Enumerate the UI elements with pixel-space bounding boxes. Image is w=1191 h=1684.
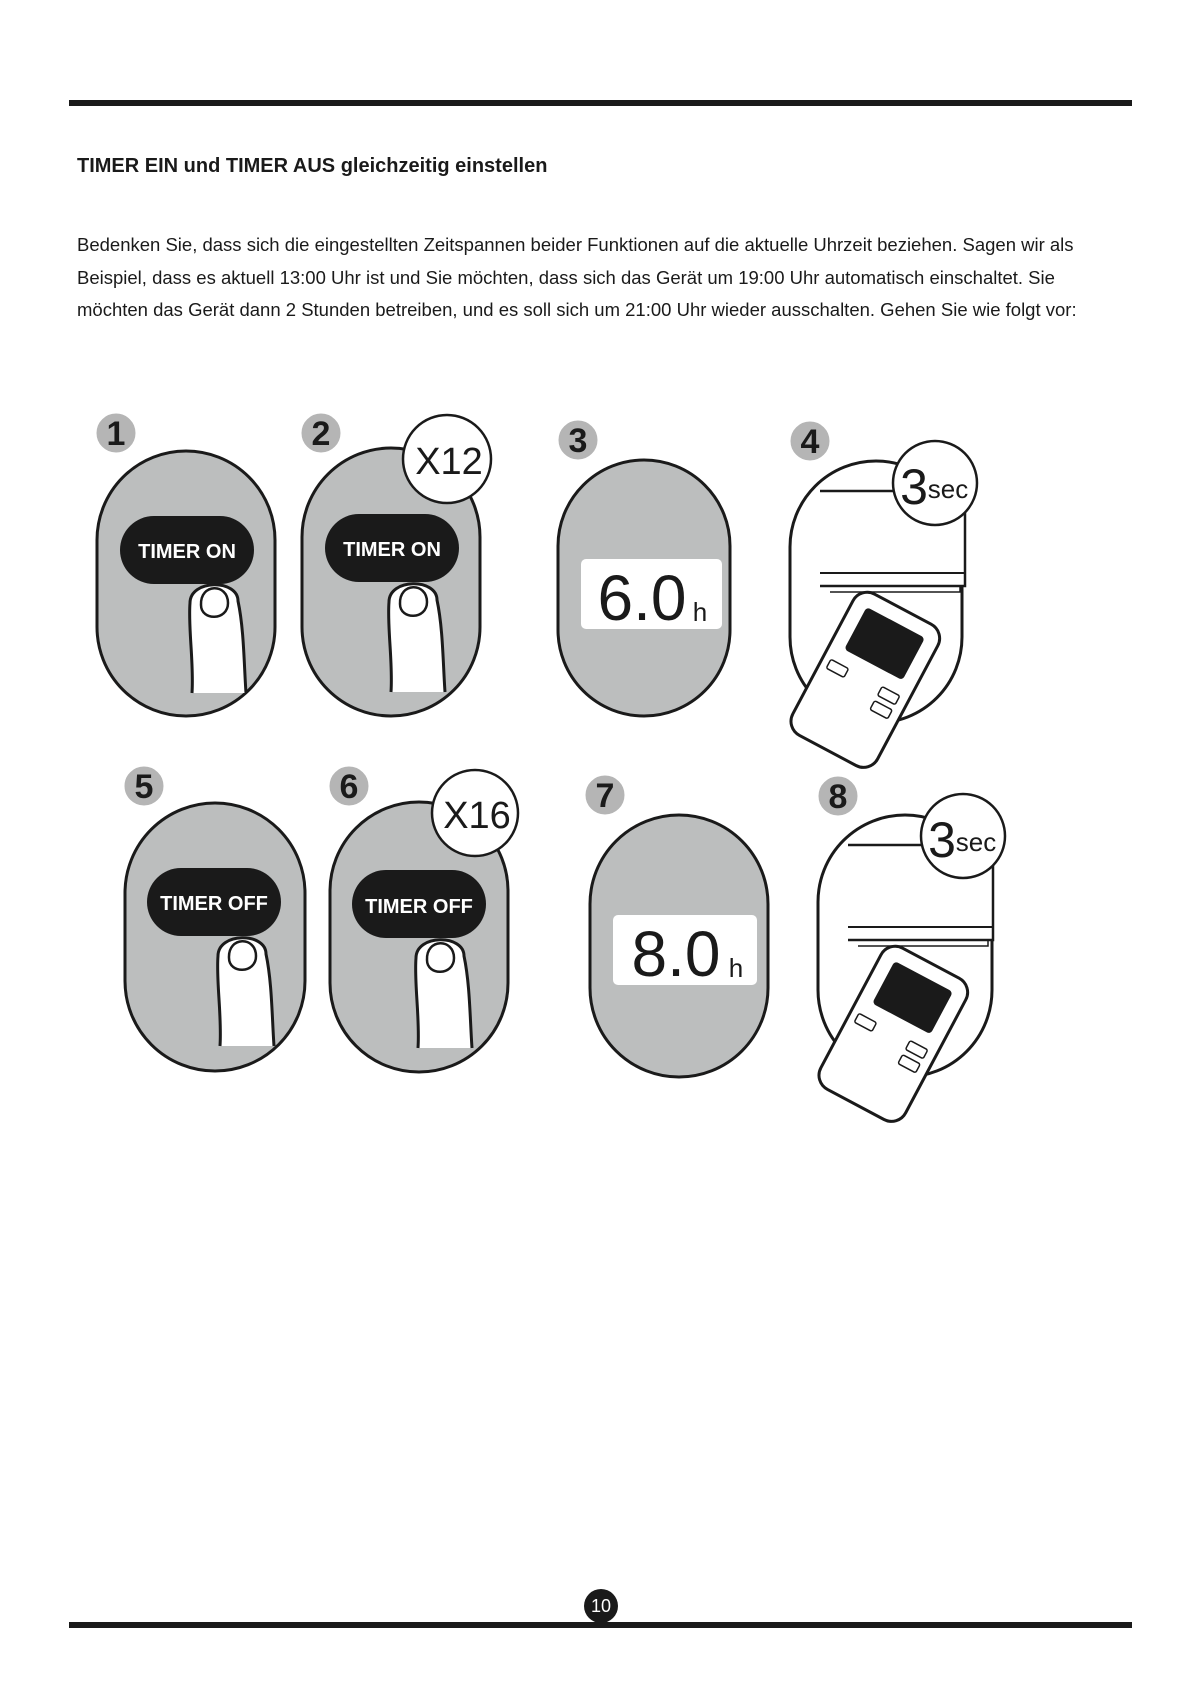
step-7 <box>584 774 768 1077</box>
step-6 <box>328 765 518 1072</box>
page-number: 10 <box>584 1589 618 1623</box>
bottom-rule <box>69 1622 1132 1628</box>
step-3 <box>557 419 730 716</box>
hold-seconds: 3 <box>928 812 956 868</box>
step-number: 3 <box>568 422 588 460</box>
finger-icon <box>389 584 445 692</box>
step-8 <box>813 775 1005 1127</box>
step-2 <box>300 412 491 716</box>
step-number: 7 <box>595 777 615 815</box>
hold-unit: sec <box>955 827 997 857</box>
lcd-unit: h <box>692 597 708 627</box>
finger-icon <box>190 585 246 693</box>
lcd-unit: h <box>728 953 744 983</box>
finger-icon <box>416 940 472 1048</box>
step-1 <box>95 412 275 716</box>
step-5 <box>123 765 305 1071</box>
intro-paragraph: Bedenken Sie, dass sich die eingestellten Zeitspannen beider Funktionen auf die aktuelle Uhrzeit beziehen. Sagen wir als Beispiel, dass es aktuell 13:00 Uhr ist und Sie möchten, dass sich das Gerät um 19:00 Uhr automatisch einschaltet. Sie möchten das Gerät dann 2 Stunden betreiben, und es soll sich um 21:00 Uhr wieder ausschalten. Gehen Sie wie folgt vor: <box>77 234 1077 320</box>
step-number: 5 <box>134 768 154 806</box>
button-label: TIMER ON <box>343 539 441 561</box>
finger-icon <box>218 938 274 1046</box>
button-label: TIMER OFF <box>365 896 473 918</box>
button-label: TIMER ON <box>138 541 236 563</box>
repeat-count: X12 <box>415 441 483 483</box>
lcd-value: 6.0 <box>597 562 687 634</box>
page-heading: TIMER EIN und TIMER AUS gleichzeitig einstellen <box>77 155 548 177</box>
lcd-value: 8.0 <box>631 918 721 990</box>
step-number: 2 <box>311 415 331 453</box>
step-number: 8 <box>828 778 848 816</box>
button-label: TIMER OFF <box>160 893 268 915</box>
step-number: 6 <box>339 768 359 806</box>
step-number: 4 <box>800 423 820 461</box>
hold-unit: sec <box>927 474 969 504</box>
hold-seconds: 3 <box>900 459 928 515</box>
step-panel <box>125 803 305 1071</box>
repeat-count: X16 <box>443 795 511 837</box>
step-number: 1 <box>106 415 126 453</box>
step-4 <box>785 420 977 773</box>
